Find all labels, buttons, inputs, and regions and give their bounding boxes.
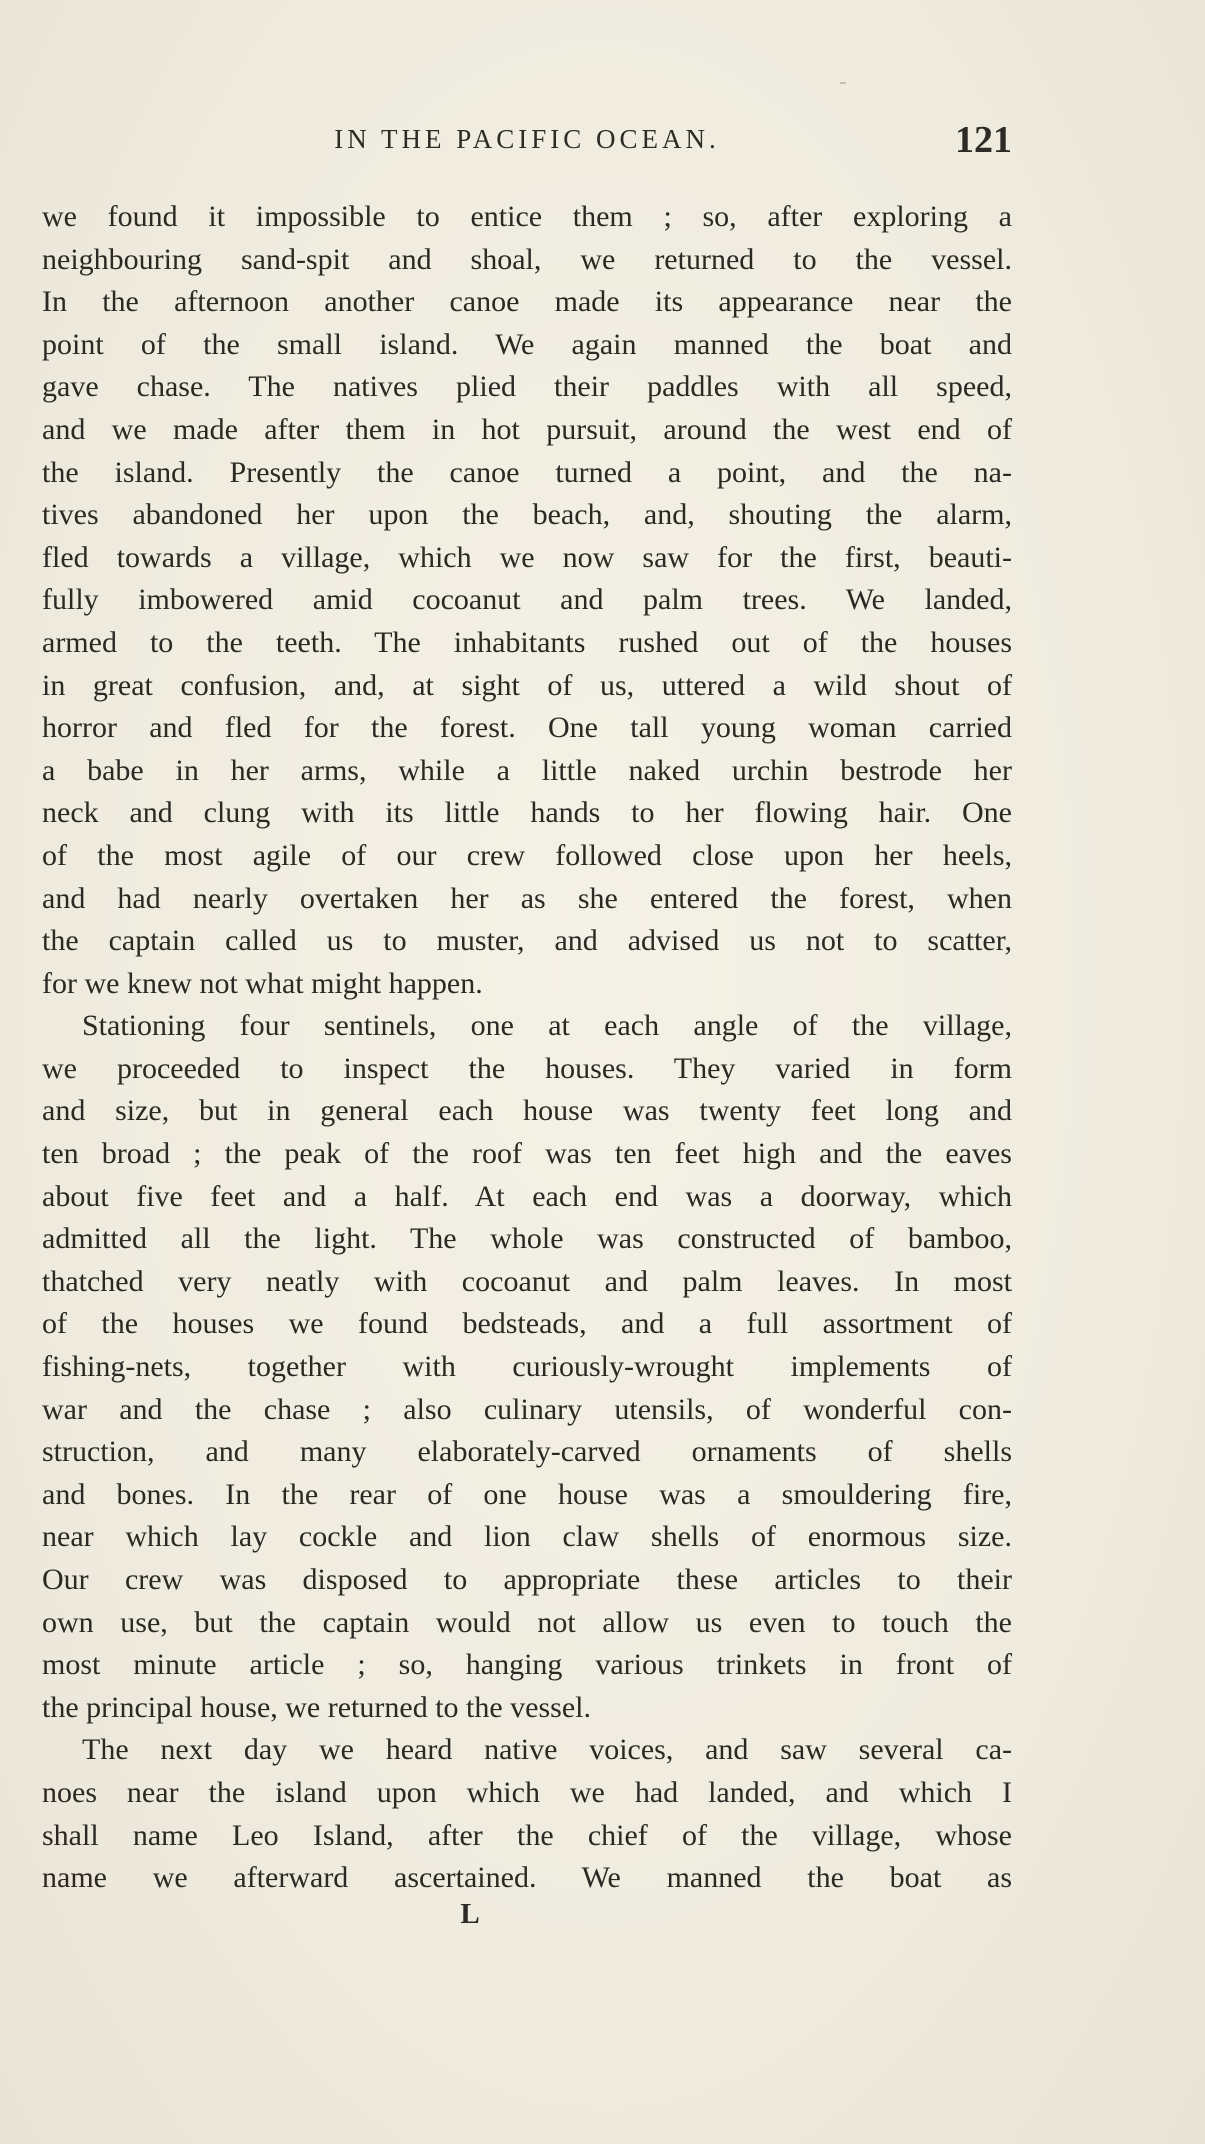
text-line: struction, and many elaborately-carved ornaments of shells bbox=[42, 1435, 1012, 1469]
text-line: war and the chase ; also culinary utensils, of wonderful con- bbox=[42, 1392, 1012, 1426]
text-line: armed to the teeth. The inhabitants rushed out of the houses bbox=[42, 625, 1012, 659]
text-line: fully imbowered amid cocoanut and palm trees. We landed, bbox=[42, 583, 1012, 617]
text-line: horror and fled for the forest. One tall young woman carried bbox=[42, 711, 1012, 745]
text-line: of the most agile of our crew followed close upon her heels, bbox=[42, 838, 1012, 872]
text-line: a babe in her arms, while a little naked urchin bestrode her bbox=[42, 753, 1012, 787]
text-line: Our crew was disposed to appropriate these articles to their bbox=[42, 1563, 1012, 1596]
text-line: fled towards a village, which we now saw for the first, beauti- bbox=[42, 540, 1012, 574]
running-head: IN THE PACIFIC OCEAN. bbox=[334, 124, 720, 154]
paper-speck bbox=[840, 82, 846, 84]
text-line: admitted all the light. The whole was constructed of bamboo, bbox=[42, 1222, 1012, 1256]
text-line: The next day we heard native voices, and saw several ca- bbox=[82, 1733, 1012, 1767]
signature-mark: L bbox=[460, 1898, 480, 1930]
text-line: and we made after them in hot pursuit, around the west end of bbox=[42, 412, 1012, 446]
text-line: fishing-nets, together with curiously-wrought implements of bbox=[42, 1350, 1012, 1384]
text-line: most minute article ; so, hanging various trinkets in front of bbox=[42, 1648, 1012, 1682]
text-line: point of the small island. We again manned the boat and bbox=[42, 327, 1012, 361]
text-line: and had nearly overtaken her as she entered the forest, when bbox=[42, 881, 1012, 915]
text-line: in great confusion, and, at sight of us, uttered a wild shout of bbox=[42, 668, 1012, 702]
page-number: 121 bbox=[955, 119, 1012, 161]
text-line: noes near the island upon which we had landed, and which I bbox=[42, 1775, 1012, 1809]
text-line: In the afternoon another canoe made its appearance near the bbox=[42, 285, 1012, 319]
text-line: the principal house, we returned to the vessel. bbox=[42, 1690, 591, 1724]
text-line: for we knew not what might happen. bbox=[42, 966, 483, 1000]
body-text bbox=[42, 196, 1012, 1900]
text-line: of the houses we found bedsteads, and a full assortment of bbox=[42, 1307, 1012, 1341]
page-header bbox=[42, 118, 1012, 168]
text-line: neighbouring sand-spit and shoal, we returned to the vessel. bbox=[42, 242, 1012, 276]
text-line: thatched very neatly with cocoanut and palm leaves. In most bbox=[42, 1264, 1012, 1298]
text-line: name we afterward ascertained. We manned the boat as bbox=[42, 1861, 1012, 1895]
text-line: about five feet and a half. At each end was a doorway, which bbox=[42, 1179, 1012, 1213]
text-line: the island. Presently the canoe turned a point, and the na- bbox=[42, 455, 1012, 489]
text-line: gave chase. The natives plied their paddles with all speed, bbox=[42, 370, 1012, 404]
text-line: tives abandoned her upon the beach, and, shouting the alarm, bbox=[42, 498, 1012, 532]
text-line: the captain called us to muster, and advised us not to scatter, bbox=[42, 924, 1012, 958]
text-line: and size, but in general each house was twenty feet long and bbox=[42, 1094, 1012, 1128]
text-line: we proceeded to inspect the houses. They varied in form bbox=[42, 1051, 1012, 1085]
text-line: neck and clung with its little hands to her flowing hair. One bbox=[42, 796, 1012, 830]
text-line: Stationing four sentinels, one at each angle of the village, bbox=[82, 1009, 1012, 1043]
text-line: near which lay cockle and lion claw shells of enormous size. bbox=[42, 1520, 1012, 1554]
text-line: and bones. In the rear of one house was a smouldering fire, bbox=[42, 1477, 1012, 1511]
text-line: shall name Leo Island, after the chief of the village, whose bbox=[42, 1818, 1012, 1852]
text-line: ten broad ; the peak of the roof was ten feet high and the eaves bbox=[42, 1137, 1012, 1171]
text-line: we found it impossible to entice them ; so, after exploring a bbox=[42, 200, 1012, 233]
text-line: own use, but the captain would not allow us even to touch the bbox=[42, 1605, 1012, 1639]
